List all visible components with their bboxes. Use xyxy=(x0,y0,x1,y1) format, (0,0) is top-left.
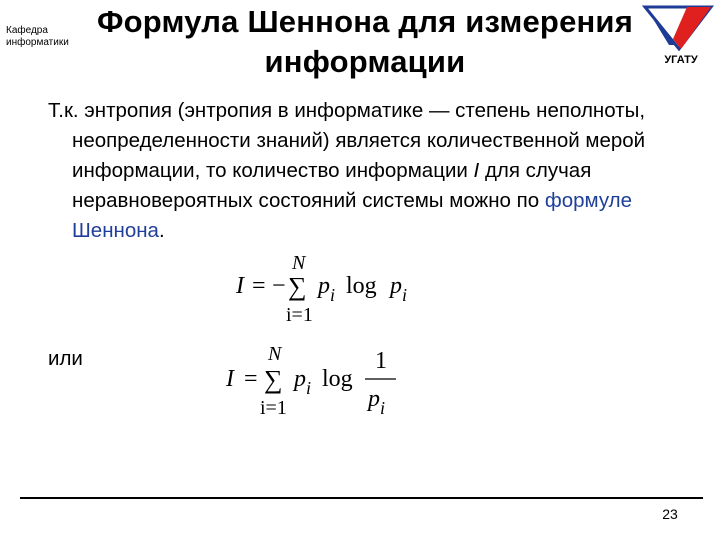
page-number: 23 xyxy=(662,506,678,522)
shannon-formula-2 xyxy=(222,338,422,423)
f2-log: log xyxy=(322,366,353,392)
f1-p2-sub: i xyxy=(402,285,408,305)
paragraph-text-end: . xyxy=(158,219,165,242)
f1-log: log xyxy=(346,273,377,299)
paragraph-variable: I xyxy=(473,159,480,182)
f2-equals: = xyxy=(244,366,258,392)
logo-text: УГАТУ xyxy=(664,54,698,66)
footer-divider xyxy=(20,497,703,499)
department-line-1: Кафедра xyxy=(6,25,48,36)
f1-sigma: ∑ xyxy=(288,272,307,301)
title-line-1: Формула Шеннона для измерения xyxy=(97,4,633,39)
paragraph-text-2: для случая неравновероятных состояний системы можно по xyxy=(72,159,592,212)
f2-denominator-sub: i xyxy=(380,398,386,418)
department-line-2: информатики xyxy=(6,37,69,48)
main-paragraph xyxy=(48,96,658,246)
or-label: или xyxy=(48,347,83,370)
f2-p: p xyxy=(294,366,306,392)
f2-lower-limit: i=1 xyxy=(260,397,287,419)
f2-upper-limit: N xyxy=(268,343,282,365)
f1-p2: p xyxy=(390,273,402,299)
f1-p-sub: i xyxy=(330,285,336,305)
f2-sigma: ∑ xyxy=(264,365,283,394)
f1-lhs: I xyxy=(236,273,244,299)
f1-minus: − xyxy=(272,273,286,299)
f2-p-sub: i xyxy=(306,378,312,398)
f1-p: p xyxy=(318,273,330,299)
f1-lower-limit: i=1 xyxy=(286,304,313,326)
shannon-formula-1 xyxy=(230,247,430,327)
f2-denominator-p: p xyxy=(368,386,380,412)
f2-numerator: 1 xyxy=(375,348,387,374)
paragraph-text-1: Т.к. энтропия (энтропия в информатике — степень неполноты, неопределенности знаний) является количественной мерой информации, то количество информации xyxy=(48,99,646,182)
ugatu-logo xyxy=(641,3,715,69)
slide-title xyxy=(92,2,638,82)
department-label xyxy=(6,25,69,49)
f1-upper-limit: N xyxy=(292,252,306,274)
shannon-formula-link[interactable]: формуле Шеннона xyxy=(72,189,632,242)
f1-equals: = xyxy=(252,273,266,299)
f2-lhs: I xyxy=(226,366,234,392)
title-line-2: информации xyxy=(264,44,466,79)
